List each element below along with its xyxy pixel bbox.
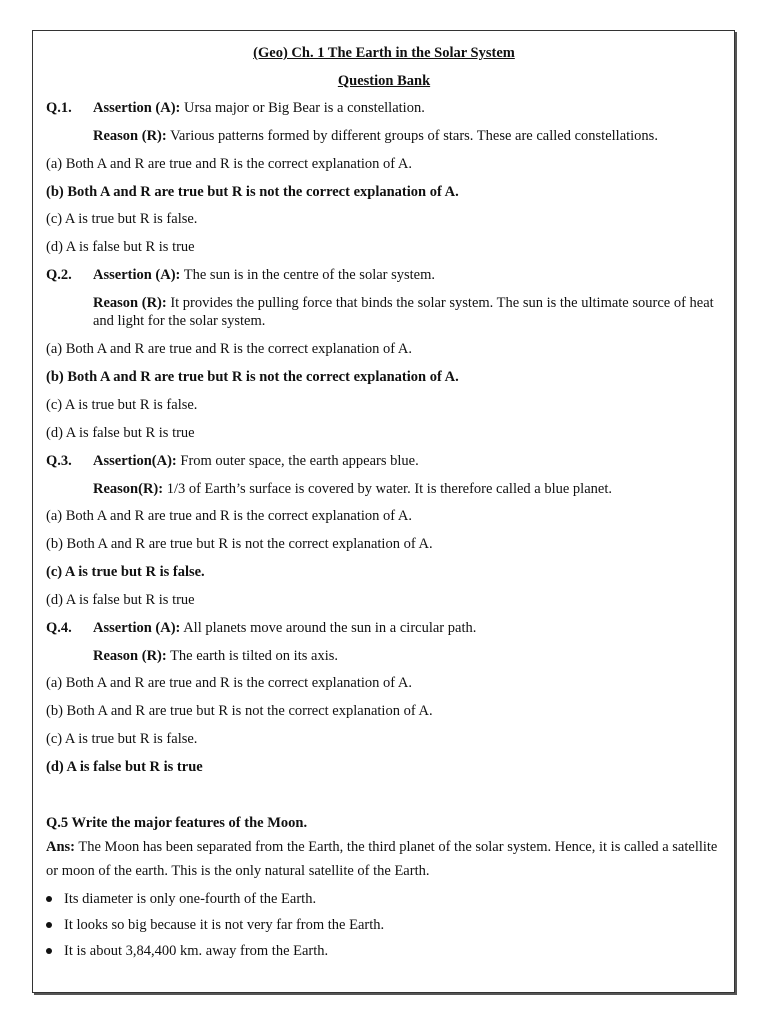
page-border-shadow-right: [735, 32, 737, 995]
reason: [93, 127, 718, 145]
reason-text: 1/3 of Earth’s surface is covered by water. It is therefore called a blue planet.: [163, 481, 612, 497]
reason: [93, 647, 718, 665]
assertion-text: All planets move around the sun in a circular path.: [180, 620, 477, 636]
reason-text: It provides the pulling force that binds the solar system. The sun is the ultimate source of heat and light for the solar system.: [93, 295, 714, 329]
assertion: [93, 266, 435, 284]
option-d: (d) A is false but R is true: [46, 425, 195, 441]
list-item-text: It is about 3,84,400 km. away from the Earth.: [64, 943, 329, 959]
reason-label: Reason (R):: [93, 648, 167, 664]
assertion: [93, 619, 476, 637]
option-b: (b) Both A and R are true but R is not the correct explanation of A.: [46, 703, 433, 719]
list-item: [46, 916, 384, 934]
answer-paragraph: [46, 835, 726, 883]
question-number: Q.1.: [46, 100, 72, 116]
option-d-answer: (d) A is false but R is true: [46, 759, 203, 775]
answer-label: Ans:: [46, 839, 76, 855]
assertion-label: Assertion (A):: [93, 620, 181, 636]
option-c-answer: (c) A is true but R is false.: [46, 564, 205, 580]
assertion-label: Assertion (A):: [93, 267, 181, 283]
assertion: [93, 99, 425, 117]
bullet-dot-icon: [46, 948, 52, 954]
option-a: (a) Both A and R are true and R is the correct explanation of A.: [46, 156, 413, 172]
assertion-text: The sun is in the centre of the solar system.: [180, 267, 436, 283]
assertion-label: Assertion(A):: [93, 453, 177, 469]
question-number: Q.4.: [46, 620, 72, 636]
answer-text: The Moon has been separated from the Earth, the third planet of the solar system. Hence, it is called a satellite or moon of the earth. This is the only natural satellite of the Earth.: [46, 839, 718, 879]
bullet-dot-icon: [46, 922, 52, 928]
reason-label: Reason(R):: [93, 481, 164, 497]
reason-text: Various patterns formed by different groups of stars. These are called constellations.: [166, 128, 658, 144]
list-item-text: It looks so big because it is not very far from the Earth.: [64, 917, 385, 933]
page-border-shadow-bottom: [34, 993, 737, 995]
question-5-heading: Q.5 Write the major features of the Moon.: [46, 815, 308, 831]
option-a: (a) Both A and R are true and R is the correct explanation of A.: [46, 675, 413, 691]
bullet-dot-icon: [46, 896, 52, 902]
reason-label: Reason (R):: [93, 128, 167, 144]
list-item-text: Its diameter is only one-fourth of the Earth.: [64, 891, 317, 907]
document-subtitle: Question Bank: [337, 73, 431, 89]
reason-label: Reason (R):: [93, 295, 167, 311]
option-a: (a) Both A and R are true and R is the correct explanation of A.: [46, 508, 413, 524]
question-number: Q.2.: [46, 267, 72, 283]
assertion-label: Assertion (A):: [93, 100, 181, 116]
assertion: [93, 452, 419, 470]
option-a: (a) Both A and R are true and R is the correct explanation of A.: [46, 341, 413, 357]
assertion-text: Ursa major or Big Bear is a constellation.: [180, 100, 425, 116]
option-b: (b) Both A and R are true but R is not the correct explanation of A.: [46, 536, 433, 552]
option-d: (d) A is false but R is true: [46, 239, 195, 255]
reason: [93, 294, 718, 330]
option-c: (c) A is true but R is false.: [46, 397, 198, 413]
reason: [93, 480, 718, 498]
option-c: (c) A is true but R is false.: [46, 211, 198, 227]
list-item: [46, 942, 328, 960]
list-item: [46, 890, 316, 908]
option-b-answer: (b) Both A and R are true but R is not the correct explanation of A.: [46, 184, 459, 200]
option-d: (d) A is false but R is true: [46, 592, 195, 608]
option-b-answer: (b) Both A and R are true but R is not the correct explanation of A.: [46, 369, 459, 385]
document-title: (Geo) Ch. 1 The Earth in the Solar System: [253, 45, 515, 61]
assertion-text: From outer space, the earth appears blue.: [176, 453, 419, 469]
option-c: (c) A is true but R is false.: [46, 731, 198, 747]
reason-text: The earth is tilted on its axis.: [166, 648, 338, 664]
question-number: Q.3.: [46, 453, 72, 469]
